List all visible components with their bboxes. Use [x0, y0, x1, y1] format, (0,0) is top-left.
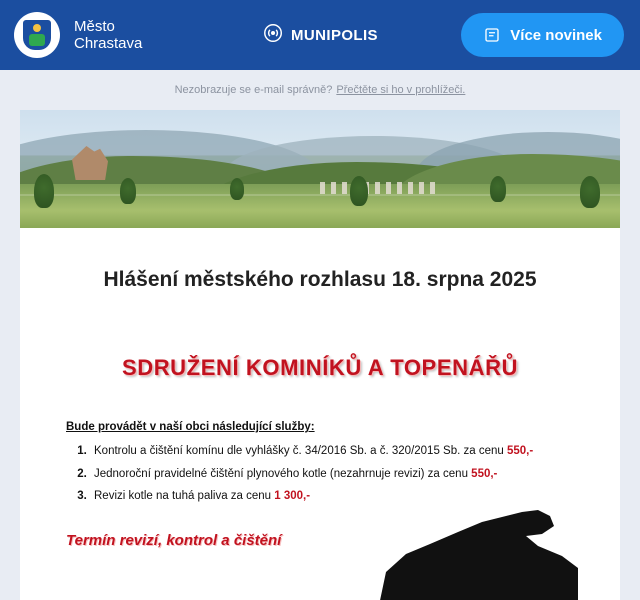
list-item — [90, 440, 574, 462]
hero-tree — [580, 176, 600, 208]
services-lead: Bude provádět v naší obci následující služby: — [66, 421, 315, 434]
chimney-sweep-silhouette — [378, 510, 578, 600]
chimney-sweep-illustration — [378, 490, 578, 600]
service-price: 550,- — [506, 445, 534, 458]
city-crest-icon — [23, 20, 51, 50]
hero-village — [320, 182, 440, 194]
city-title — [74, 18, 142, 53]
preheader — [0, 70, 640, 110]
hero-tree — [34, 174, 54, 208]
list-item — [90, 463, 574, 485]
service-price: 550,- — [471, 467, 498, 480]
hero-tree — [350, 176, 368, 206]
hero-tree — [490, 176, 506, 202]
email-body — [20, 110, 620, 600]
service-text: Revizi kotle na tuhá paliva za cenu — [94, 490, 275, 503]
city-title-line1: Město — [74, 17, 115, 35]
more-news-button[interactable] — [461, 13, 624, 57]
hero-tree — [120, 178, 136, 204]
munipolis-brand-label: MUNIPOLIS — [291, 26, 378, 44]
service-text: Jednoroční pravidelné čištění plynového kotle (nezahrnuje revizi) za cenu — [94, 467, 472, 480]
city-logo — [14, 12, 60, 58]
hero-tree — [230, 178, 244, 200]
broadcast-icon — [262, 22, 284, 49]
announcement-title: SDRUŽENÍ KOMINÍKŮ A TOPENÁŘŮ — [121, 355, 519, 381]
view-in-browser-link[interactable]: Přečtěte si ho v prohlížeči. — [336, 84, 466, 96]
hero-image — [20, 110, 620, 228]
city-title-line2: Chrastava — [74, 35, 143, 52]
newspaper-icon — [483, 26, 501, 44]
term-heading: Termín revizí, kontrol a čištění — [66, 531, 282, 549]
preheader-text: Nezobrazuje se e-mail správně? — [174, 84, 333, 96]
service-price: 1 300,- — [274, 490, 311, 503]
more-news-label: Více novinek — [510, 26, 602, 44]
email-headline: Hlášení městského rozhlasu 18. srpna 2025 — [103, 268, 537, 292]
munipolis-brand — [262, 22, 378, 49]
service-text: Kontrolu a čištění komínu dle vyhlášky č. 34/2016 Sb. a č. 320/2015 Sb. za cenu — [94, 445, 507, 458]
app-header — [0, 0, 640, 70]
